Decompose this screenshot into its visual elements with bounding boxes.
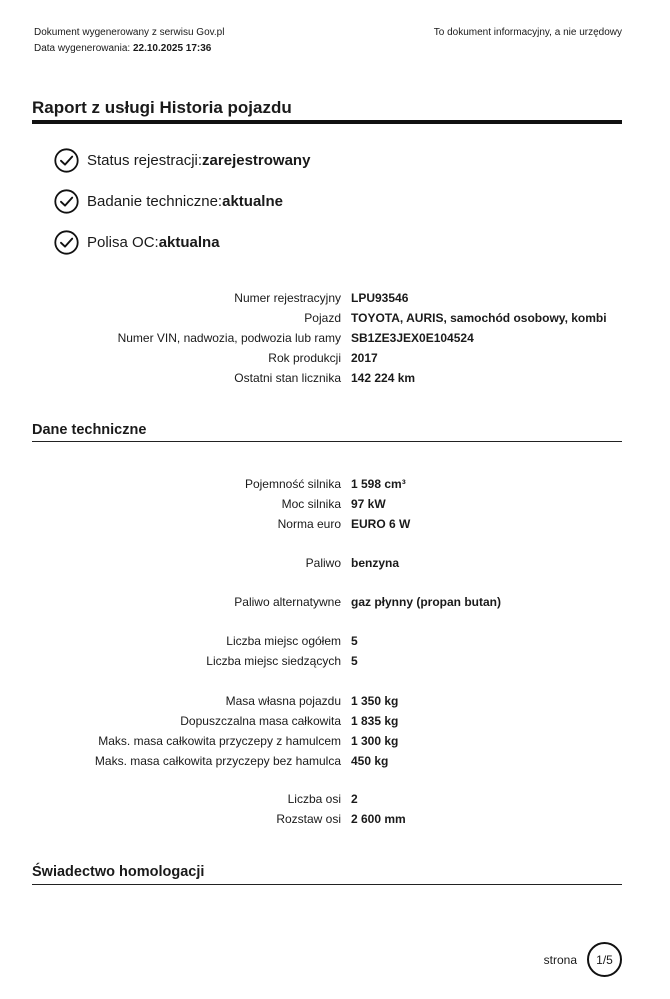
tech-mass [0, 691, 670, 771]
kv-value: TOYOTA, AURIS, samochód osobowy, kombi [351, 311, 607, 325]
kv-label: Moc silnika [281, 497, 341, 511]
kv-label: Rok produkcji [268, 351, 341, 365]
kv-value: LPU93546 [351, 291, 409, 305]
kv-label: Pojazd [304, 311, 341, 325]
kv-row [0, 514, 670, 534]
kv-row [0, 368, 670, 388]
status-insurance-label: Polisa OC: [87, 234, 159, 251]
kv-row [0, 691, 670, 711]
kv-value: 97 kW [351, 497, 386, 511]
section-title-homologation: Świadectwo homologacji [32, 864, 205, 880]
kv-row [0, 494, 670, 514]
kv-row [0, 651, 670, 671]
page-number: 1/5 [587, 942, 622, 977]
kv-value: EURO 6 W [351, 517, 411, 531]
kv-label: Maks. masa całkowita przyczepy bez hamulca [94, 754, 341, 768]
kv-row [0, 474, 670, 494]
kv-row [0, 711, 670, 731]
kv-value: 5 [351, 634, 358, 648]
kv-label: Dopuszczalna masa całkowita [180, 714, 341, 728]
page-footer [544, 942, 622, 977]
kv-value: 2 [351, 792, 358, 806]
vehicle-info [0, 288, 670, 388]
generated-from: Dokument wygenerowany z serwisu Gov.pl [34, 27, 225, 38]
kv-row [0, 631, 670, 651]
kv-value: 1 835 kg [351, 714, 399, 728]
header-left [34, 25, 224, 57]
kv-value: 2 600 mm [351, 812, 406, 826]
kv-label: Liczba miejsc ogółem [226, 634, 341, 648]
generated-date-value: 22.10.2025 17:36 [132, 43, 212, 54]
title-divider [32, 120, 622, 124]
kv-value: SB1ZE3JEX0E104524 [351, 331, 474, 345]
kv-row [0, 553, 670, 573]
tech-engine [0, 474, 670, 534]
kv-row [0, 789, 670, 809]
check-circle-icon [54, 148, 79, 173]
kv-row [0, 809, 670, 829]
tech-axles [0, 789, 670, 829]
kv-row [0, 731, 670, 751]
check-circle-icon [54, 230, 79, 255]
tech-fuel [0, 553, 670, 573]
kv-label: Paliwo [305, 556, 341, 570]
status-inspection [54, 189, 310, 214]
kv-label: Masa własna pojazdu [225, 694, 341, 708]
kv-row [0, 308, 670, 328]
section-divider [32, 441, 622, 442]
kv-label: Numer rejestracyjny [234, 291, 341, 305]
tech-alt-fuel [0, 592, 670, 612]
kv-row [0, 328, 670, 348]
kv-value: benzyna [351, 556, 400, 570]
kv-label: Liczba miejsc siedzących [206, 654, 341, 668]
kv-row [0, 592, 670, 612]
page-label: strona [543, 952, 577, 967]
kv-value: 2017 [351, 351, 378, 365]
kv-value: 450 kg [351, 754, 389, 768]
generated-date-label: Data wygenerowania: [34, 43, 131, 54]
kv-value: gaz płynny (propan butan) [351, 595, 501, 609]
kv-label: Maks. masa całkowita przyczepy z hamulcem [98, 734, 341, 748]
status-registration-label: Status rejestracji: [87, 152, 203, 169]
section-divider [32, 884, 622, 885]
kv-value: 1 350 kg [351, 694, 399, 708]
status-inspection-value: aktualne [222, 193, 283, 210]
status-insurance [54, 230, 310, 255]
report-title: Raport z usługi Historia pojazdu [32, 98, 292, 117]
status-registration-value: zarejestrowany [202, 152, 311, 169]
kv-value: 142 224 km [351, 371, 416, 385]
status-insurance-value: aktualna [158, 234, 220, 251]
kv-row [0, 751, 670, 771]
kv-row [0, 348, 670, 368]
kv-label: Liczba osi [287, 792, 341, 806]
status-inspection-label: Badanie techniczne: [87, 193, 223, 210]
kv-label: Numer VIN, nadwozia, podwozia lub ramy [117, 331, 341, 345]
kv-label: Paliwo alternatywne [234, 595, 341, 609]
kv-value: 1 598 cm³ [351, 477, 406, 491]
disclaimer: To dokument informacyjny, a nie urzędowy [433, 27, 622, 38]
status-registration [54, 148, 310, 173]
status-list [54, 148, 310, 271]
kv-label: Pojemność silnika [244, 477, 341, 491]
generated-date [34, 41, 224, 57]
tech-seats [0, 631, 670, 671]
kv-row [0, 288, 670, 308]
kv-label: Rozstaw osi [276, 812, 341, 826]
kv-value: 5 [351, 654, 358, 668]
kv-value: 1 300 kg [351, 734, 399, 748]
kv-label: Ostatni stan licznika [234, 371, 341, 385]
check-circle-icon [54, 189, 79, 214]
kv-label: Norma euro [277, 517, 341, 531]
section-title-technical: Dane techniczne [32, 422, 147, 438]
